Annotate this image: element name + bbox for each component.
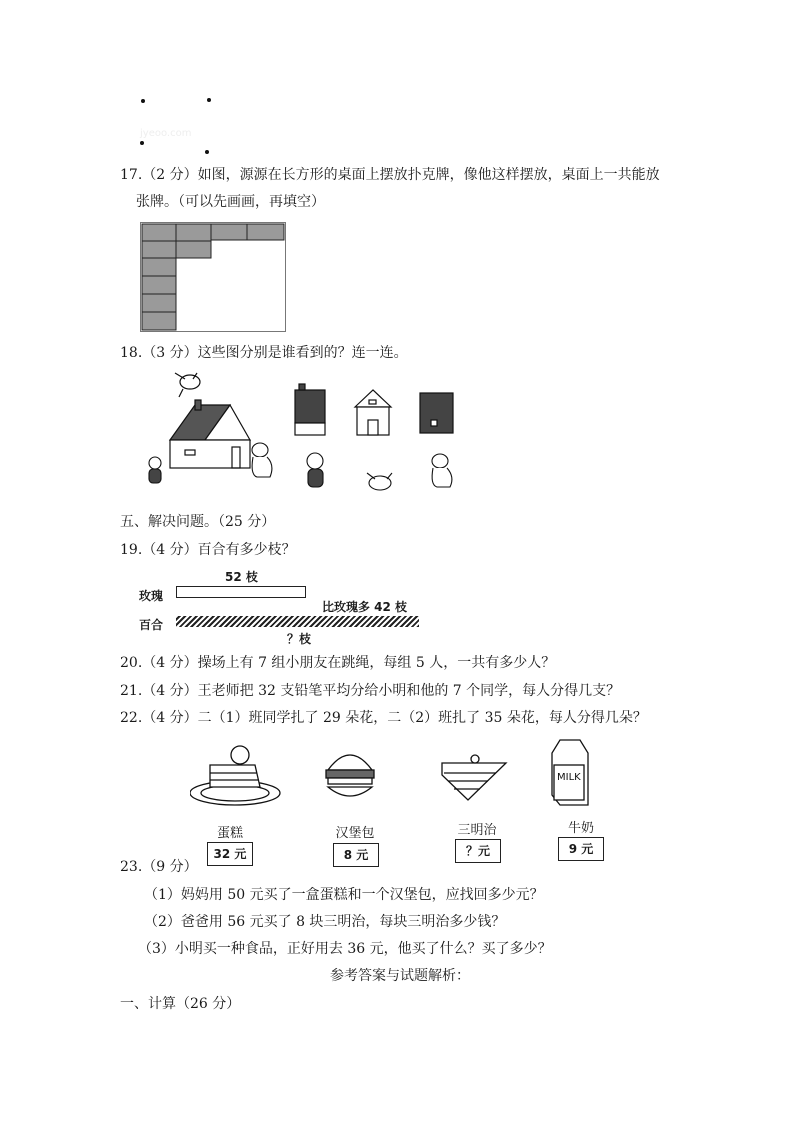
food-name-cake: 蛋糕 — [216, 826, 243, 841]
question-23-sub2: （2）爸爸用 56 元买了 8 块三明治，每块三明治多少钱？ — [144, 914, 506, 930]
price-sandwich: ？元 — [455, 839, 501, 863]
price-hamburger: 8 元 — [333, 843, 379, 867]
house-front-view-icon — [355, 390, 391, 435]
answers-title: 参考答案与试题解析： — [330, 968, 470, 984]
house-top-view-icon — [420, 393, 453, 433]
dot — [140, 141, 144, 145]
question-23-sub3: （3）小明买一种食品，正好用去 36 元，他买了什么？买了多少？ — [138, 941, 552, 957]
dog-icon — [252, 443, 272, 477]
dog-icon — [432, 454, 452, 487]
answers-section-1: 一、计算（26 分） — [120, 996, 241, 1012]
question-17-line1: 17.（2 分）如图，源源在长方形的桌面上摆放扑克牌，像他这样摆放，桌面上一共能放 — [120, 167, 660, 183]
rose-count-label: 52 枝 — [225, 570, 258, 584]
question-20-text: 20.（4 分）操场上有 7 组小朋友在跳绳，每组 5 人，一共有多少人？ — [120, 655, 556, 671]
watermark: jyeoo.com — [140, 128, 192, 139]
views-figure — [135, 365, 465, 500]
dot — [207, 98, 211, 102]
question-23-label: 23.（9 分） — [120, 859, 198, 875]
dot — [141, 99, 145, 103]
lily-bar — [176, 616, 419, 627]
question-21-text: 21.（4 分）王老师把 32 支铅笔平均分给小明和他的 7 个同学，每人分得几支？ — [120, 683, 621, 699]
hamburger-icon — [326, 755, 374, 796]
question-17-line2: 张牌。（可以先画画，再填空） — [136, 194, 325, 210]
rose-label: 玫瑰 — [139, 589, 164, 603]
svg-text:MILK: MILK — [557, 772, 581, 783]
section-5-title: 五、解决问题。（25 分） — [120, 514, 276, 530]
cake-icon — [190, 746, 280, 805]
bird-icon — [367, 473, 392, 490]
house-icon — [170, 400, 250, 468]
food-name-hamburger: 汉堡包 — [335, 826, 375, 841]
sandwich-icon — [442, 755, 506, 800]
lily-label: 百合 — [139, 618, 164, 632]
bear-icon — [307, 453, 323, 487]
question-22-text: 22.（4 分）二（1）班同学扎了 29 朵花，二（2）班扎了 35 朵花，每人分得几朵？ — [120, 710, 647, 726]
dot — [205, 150, 209, 154]
rose-bar — [176, 586, 306, 598]
price-cake: 32 元 — [207, 842, 253, 866]
card-table-figure — [140, 222, 286, 332]
food-name-milk: 牛奶 — [567, 821, 594, 836]
bird-icon — [175, 373, 200, 397]
price-milk: 9 元 — [558, 837, 604, 861]
unknown-label: ？枝 — [287, 632, 312, 646]
question-19-text: 19.（4 分）百合有多少枝？ — [120, 542, 296, 558]
milk-carton-icon — [552, 740, 588, 805]
bear-icon — [149, 457, 161, 483]
more-label: 比玫瑰多 42 枝 — [322, 600, 408, 614]
food-name-sandwich: 三明治 — [457, 823, 497, 838]
question-18-text: 18.（3 分）这些图分别是谁看到的？连一连。 — [120, 345, 408, 361]
food-figure — [190, 735, 620, 815]
house-side-view-icon — [295, 384, 325, 435]
question-23-sub1: （1）妈妈用 50 元买了一盒蛋糕和一个汉堡包，应找回多少元？ — [144, 887, 544, 903]
